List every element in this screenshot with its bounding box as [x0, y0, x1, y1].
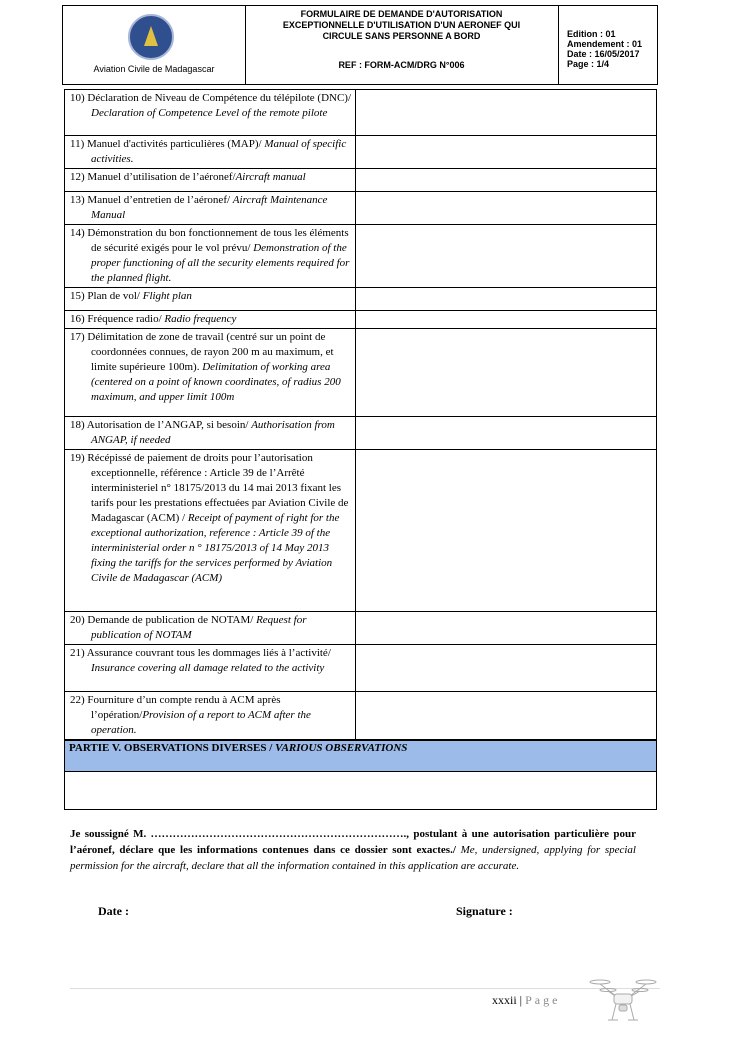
item-label-fr: 16) Fréquence radio/: [70, 313, 165, 325]
document-check-cell[interactable]: [356, 225, 657, 288]
table-row: [65, 192, 657, 225]
document-check-cell[interactable]: [356, 288, 657, 311]
item-label-fr: 21) Assurance couvrant tous les dommages liés à l’activité/: [70, 647, 331, 659]
item-label-en: Aircraft Maintenance Manual: [91, 194, 328, 221]
item-label-en: Aircraft manual: [235, 171, 306, 183]
table-row: [65, 645, 657, 692]
observations-field[interactable]: [64, 772, 657, 810]
document-item: [65, 288, 356, 311]
item-label-en: Request for publication of NOTAM: [91, 614, 307, 641]
item-label-fr: 12) Manuel d’utilisation de l’aéronef/: [70, 171, 236, 183]
item-label-fr: 20) Demande de publication de NOTAM/: [70, 614, 257, 626]
item-label-fr: 18) Autorisation de l’ANGAP, si besoin/: [70, 419, 252, 431]
document-check-cell[interactable]: [356, 417, 657, 450]
document-item: [65, 90, 356, 136]
edition: Edition : 01: [567, 29, 616, 39]
document-item: [65, 136, 356, 169]
document-check-cell[interactable]: [356, 90, 657, 136]
item-label-fr: 13) Manuel d’entretien de l’aéronef/: [70, 194, 233, 206]
item-label-en: Provision of a report to ACM after the operation.: [91, 709, 311, 736]
document-check-cell[interactable]: [356, 311, 657, 329]
item-label-fr: 11) Manuel d'activités particulières (MAP)/: [70, 138, 265, 150]
header-title-cell: [245, 6, 559, 84]
table-row: [65, 225, 657, 288]
document-check-cell[interactable]: [356, 645, 657, 692]
item-label-en: Radio frequency: [164, 313, 237, 325]
amendement: Amendement : 01: [567, 39, 643, 49]
document-check-cell[interactable]: [356, 612, 657, 645]
part-v-title-fr: PARTIE V. OBSERVATIONS DIVERSES /: [69, 742, 276, 754]
doc-date: Date : 16/05/2017: [567, 49, 640, 59]
table-row: [65, 417, 657, 450]
table-row: [65, 90, 657, 136]
document-check-cell[interactable]: [356, 329, 657, 417]
item-label-en: Delimitation of working area (centered on a point of known coordinates, of radius 200 maximum, and upper limit 100m: [91, 361, 341, 403]
form-title: [245, 9, 558, 42]
table-row: [65, 169, 657, 192]
table-row: [65, 311, 657, 329]
declaration-fr: Je soussigné M. ……………………………………………………………., postulant à une autorisation particulière pour l’aéronef, déclare que les informations contenues dans ce dossier sont exactes./: [70, 828, 636, 856]
document-item: [65, 169, 356, 192]
document-item: [65, 612, 356, 645]
footer-divider: [70, 988, 660, 989]
item-label-en: Declaration of Competence Level of the remote pilote: [91, 107, 328, 119]
document-item: [65, 192, 356, 225]
part-v-header: [64, 740, 657, 772]
document-check-cell[interactable]: [356, 169, 657, 192]
item-label-fr: 10) Déclaration de Niveau de Compétence du télépilote (DNC)/: [70, 92, 352, 104]
item-label-fr: 15) Plan de vol/: [70, 290, 143, 302]
document-item: [65, 225, 356, 288]
header-logo-cell: [63, 6, 246, 84]
page-number: [492, 993, 560, 1008]
document-item: [65, 450, 356, 612]
page-num: xxxii: [492, 993, 517, 1007]
table-row: [65, 612, 657, 645]
declaration-en: Me, undersigned, applying for special permission for the aircraft, declare that all the information contained in this application are accurate.: [70, 844, 636, 872]
item-label-en: Authorisation from ANGAP, if needed: [91, 419, 335, 446]
form-header: [62, 5, 658, 85]
document-check-cell[interactable]: [356, 450, 657, 612]
item-label-en: Insurance covering all damage related to the activity: [91, 662, 325, 674]
documents-table: [64, 89, 657, 740]
acm-logo-icon: [128, 14, 174, 60]
item-label-en: Demonstration of the proper functioning of all the security elements required for the planned flight.: [91, 242, 350, 284]
document-item: [65, 329, 356, 417]
page-sep: |: [519, 993, 523, 1007]
table-row: [65, 136, 657, 169]
doc-page: Page : 1/4: [567, 59, 610, 69]
title-line: CIRCULE SANS PERSONNE A BORD: [322, 31, 481, 41]
document-item: [65, 645, 356, 692]
drone-icon: [588, 976, 658, 1026]
document-check-cell[interactable]: [356, 192, 657, 225]
document-check-cell[interactable]: [356, 692, 657, 740]
table-row: [65, 692, 657, 740]
item-label-fr: 19) Récépissé de paiement de droits pour l’autorisation exceptionnelle, référence : Article 39 de l’Arrêté interministeriel n° 18175/2013 du 14 mai 2013 fixant les tarifs pour les prestations effectuées par Aviation Civile de Madagascar (ACM) /: [70, 452, 349, 524]
page-word: Page: [525, 993, 561, 1007]
document-check-cell[interactable]: [356, 136, 657, 169]
header-meta-cell: [558, 6, 657, 84]
title-line: FORMULAIRE DE DEMANDE D'AUTORISATION: [300, 9, 503, 19]
declaration: [70, 826, 636, 874]
table-row: [65, 450, 657, 612]
item-label-fr: 17) Délimitation de zone de travail (centré sur un point de coordonnées connues, de rayon 200 m au maximum, et limite supérieure 100m).: [70, 331, 334, 373]
form-ref: REF : FORM-ACM/DRG N°006: [338, 60, 465, 70]
date-label: Date :: [98, 904, 129, 918]
item-label-en: Flight plan: [142, 290, 192, 302]
item-label-en: Manual of specific activities.: [91, 138, 347, 165]
document-item: [65, 311, 356, 329]
table-row: [65, 288, 657, 311]
part-v-title-en: VARIOUS OBSERVATIONS: [275, 742, 408, 754]
document-item: [65, 692, 356, 740]
document-item: [65, 417, 356, 450]
signature-label: Signature :: [456, 904, 513, 918]
item-label-en: Receipt of payment of right for the exceptional authorization, reference : Article 39 of the interministerial order n ° 18175/2013 of 14 May 2013 fixing the tariffs for the services performed by Aviation Civile de Madagascar (ACM): [91, 512, 340, 584]
table-row: [65, 329, 657, 417]
title-line: EXCEPTIONNELLE D'UTILISATION D'UN AERONEF QUI: [282, 20, 521, 30]
item-label-fr: 22) Fourniture d’un compte rendu à ACM après l’opération/: [70, 694, 281, 721]
org-name: Aviation Civile de Madagascar: [93, 64, 215, 74]
item-label-fr: 14) Démonstration du bon fonctionnement de tous les éléments de sécurité exigés pour le vol prévu/: [70, 227, 349, 254]
